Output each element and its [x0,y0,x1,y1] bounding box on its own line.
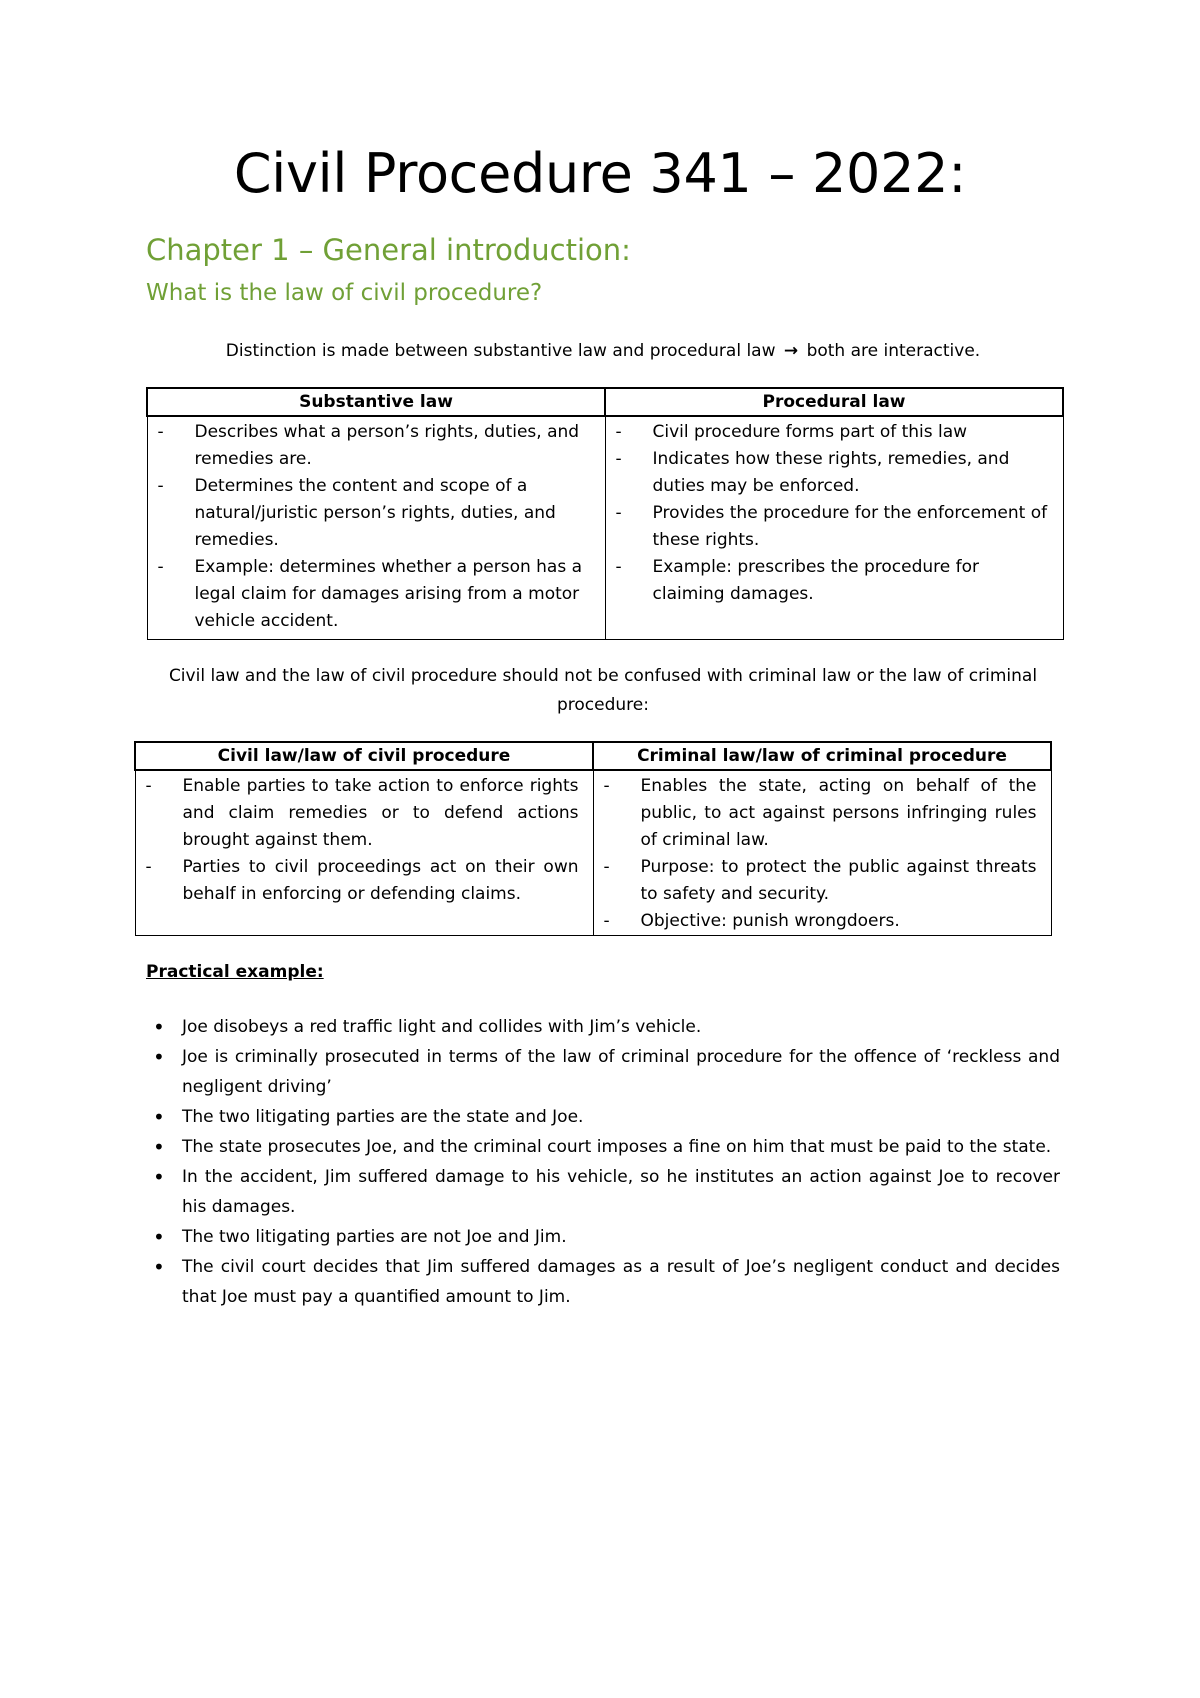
list-item: - Determines the content and scope of a natural/juristic person’s rights, duties, and remedies. [158,473,591,554]
list-item: - Example: prescribes the procedure for claiming damages. [616,554,1049,608]
criminal-cell [593,770,1051,936]
right-arrow-icon: → [783,341,799,361]
table-header-criminal: Criminal law/law of criminal procedure [593,742,1051,770]
practical-example-label: Practical example: [146,962,324,982]
list-item: • Joe disobeys a red traffic light and collides with Jim’s vehicle. [146,1012,1060,1042]
list-item: • The two litigating parties are the state and Joe. [146,1102,1060,1132]
procedural-cell [605,416,1063,640]
practical-example-list [146,1012,1060,1312]
list-item: - Indicates how these rights, remedies, and duties may be enforced. [616,446,1049,500]
list-item: - Purpose: to protect the public against threats to safety and security. [604,854,1037,908]
substantive-cell [147,416,605,640]
list-item: - Enable parties to take action to enforce rights and claim remedies or to defend actions brought against them. [146,773,579,854]
list-item: • Joe is criminally prosecuted in terms of the law of criminal procedure for the offence of ‘reckless and negligent driving’ [146,1042,1060,1102]
distinction-text: Distinction is made between substantive law and procedural law [225,341,776,361]
confusion-note: Civil law and the law of civil procedure should not be confused with criminal law or the law of criminal procedure: [168,666,1038,715]
civil-criminal-table [134,741,1052,936]
list-item: - Provides the procedure for the enforcement of these rights. [616,500,1049,554]
list-item: - Objective: punish wrongdoers. [604,908,1037,935]
list-item: • The two litigating parties are not Joe and Jim. [146,1222,1060,1252]
section-subheading: What is the law of civil procedure? [146,280,543,306]
list-item: • The state prosecutes Joe, and the criminal court imposes a fine on him that must be paid to the state. [146,1132,1060,1162]
distinction-paragraph [146,337,1060,366]
substantive-procedural-table [146,387,1064,640]
list-item: - Enables the state, acting on behalf of the public, to act against persons infringing rules of criminal law. [604,773,1037,854]
civil-cell [135,770,593,936]
document-title: Civil Procedure 341 – 2022: [233,142,967,205]
table-header-procedural: Procedural law [605,388,1063,416]
list-item: • The civil court decides that Jim suffered damages as a result of Joe’s negligent conduct and decides that Joe must pay a quantified amount to Jim. [146,1252,1060,1312]
list-item: - Civil procedure forms part of this law [616,419,1049,446]
chapter-heading: Chapter 1 – General introduction: [146,233,631,267]
list-item: - Example: determines whether a person has a legal claim for damages arising from a motor vehicle accident. [158,554,591,635]
list-item: • In the accident, Jim suffered damage to his vehicle, so he institutes an action against Joe to recover his damages. [146,1162,1060,1222]
table-header-civil: Civil law/law of civil procedure [135,742,593,770]
list-item: - Parties to civil proceedings act on their own behalf in enforcing or defending claims. [146,854,579,908]
list-item: - Describes what a person’s rights, duties, and remedies are. [158,419,591,473]
table-header-substantive: Substantive law [147,388,605,416]
distinction-tail: both are interactive. [806,341,981,361]
